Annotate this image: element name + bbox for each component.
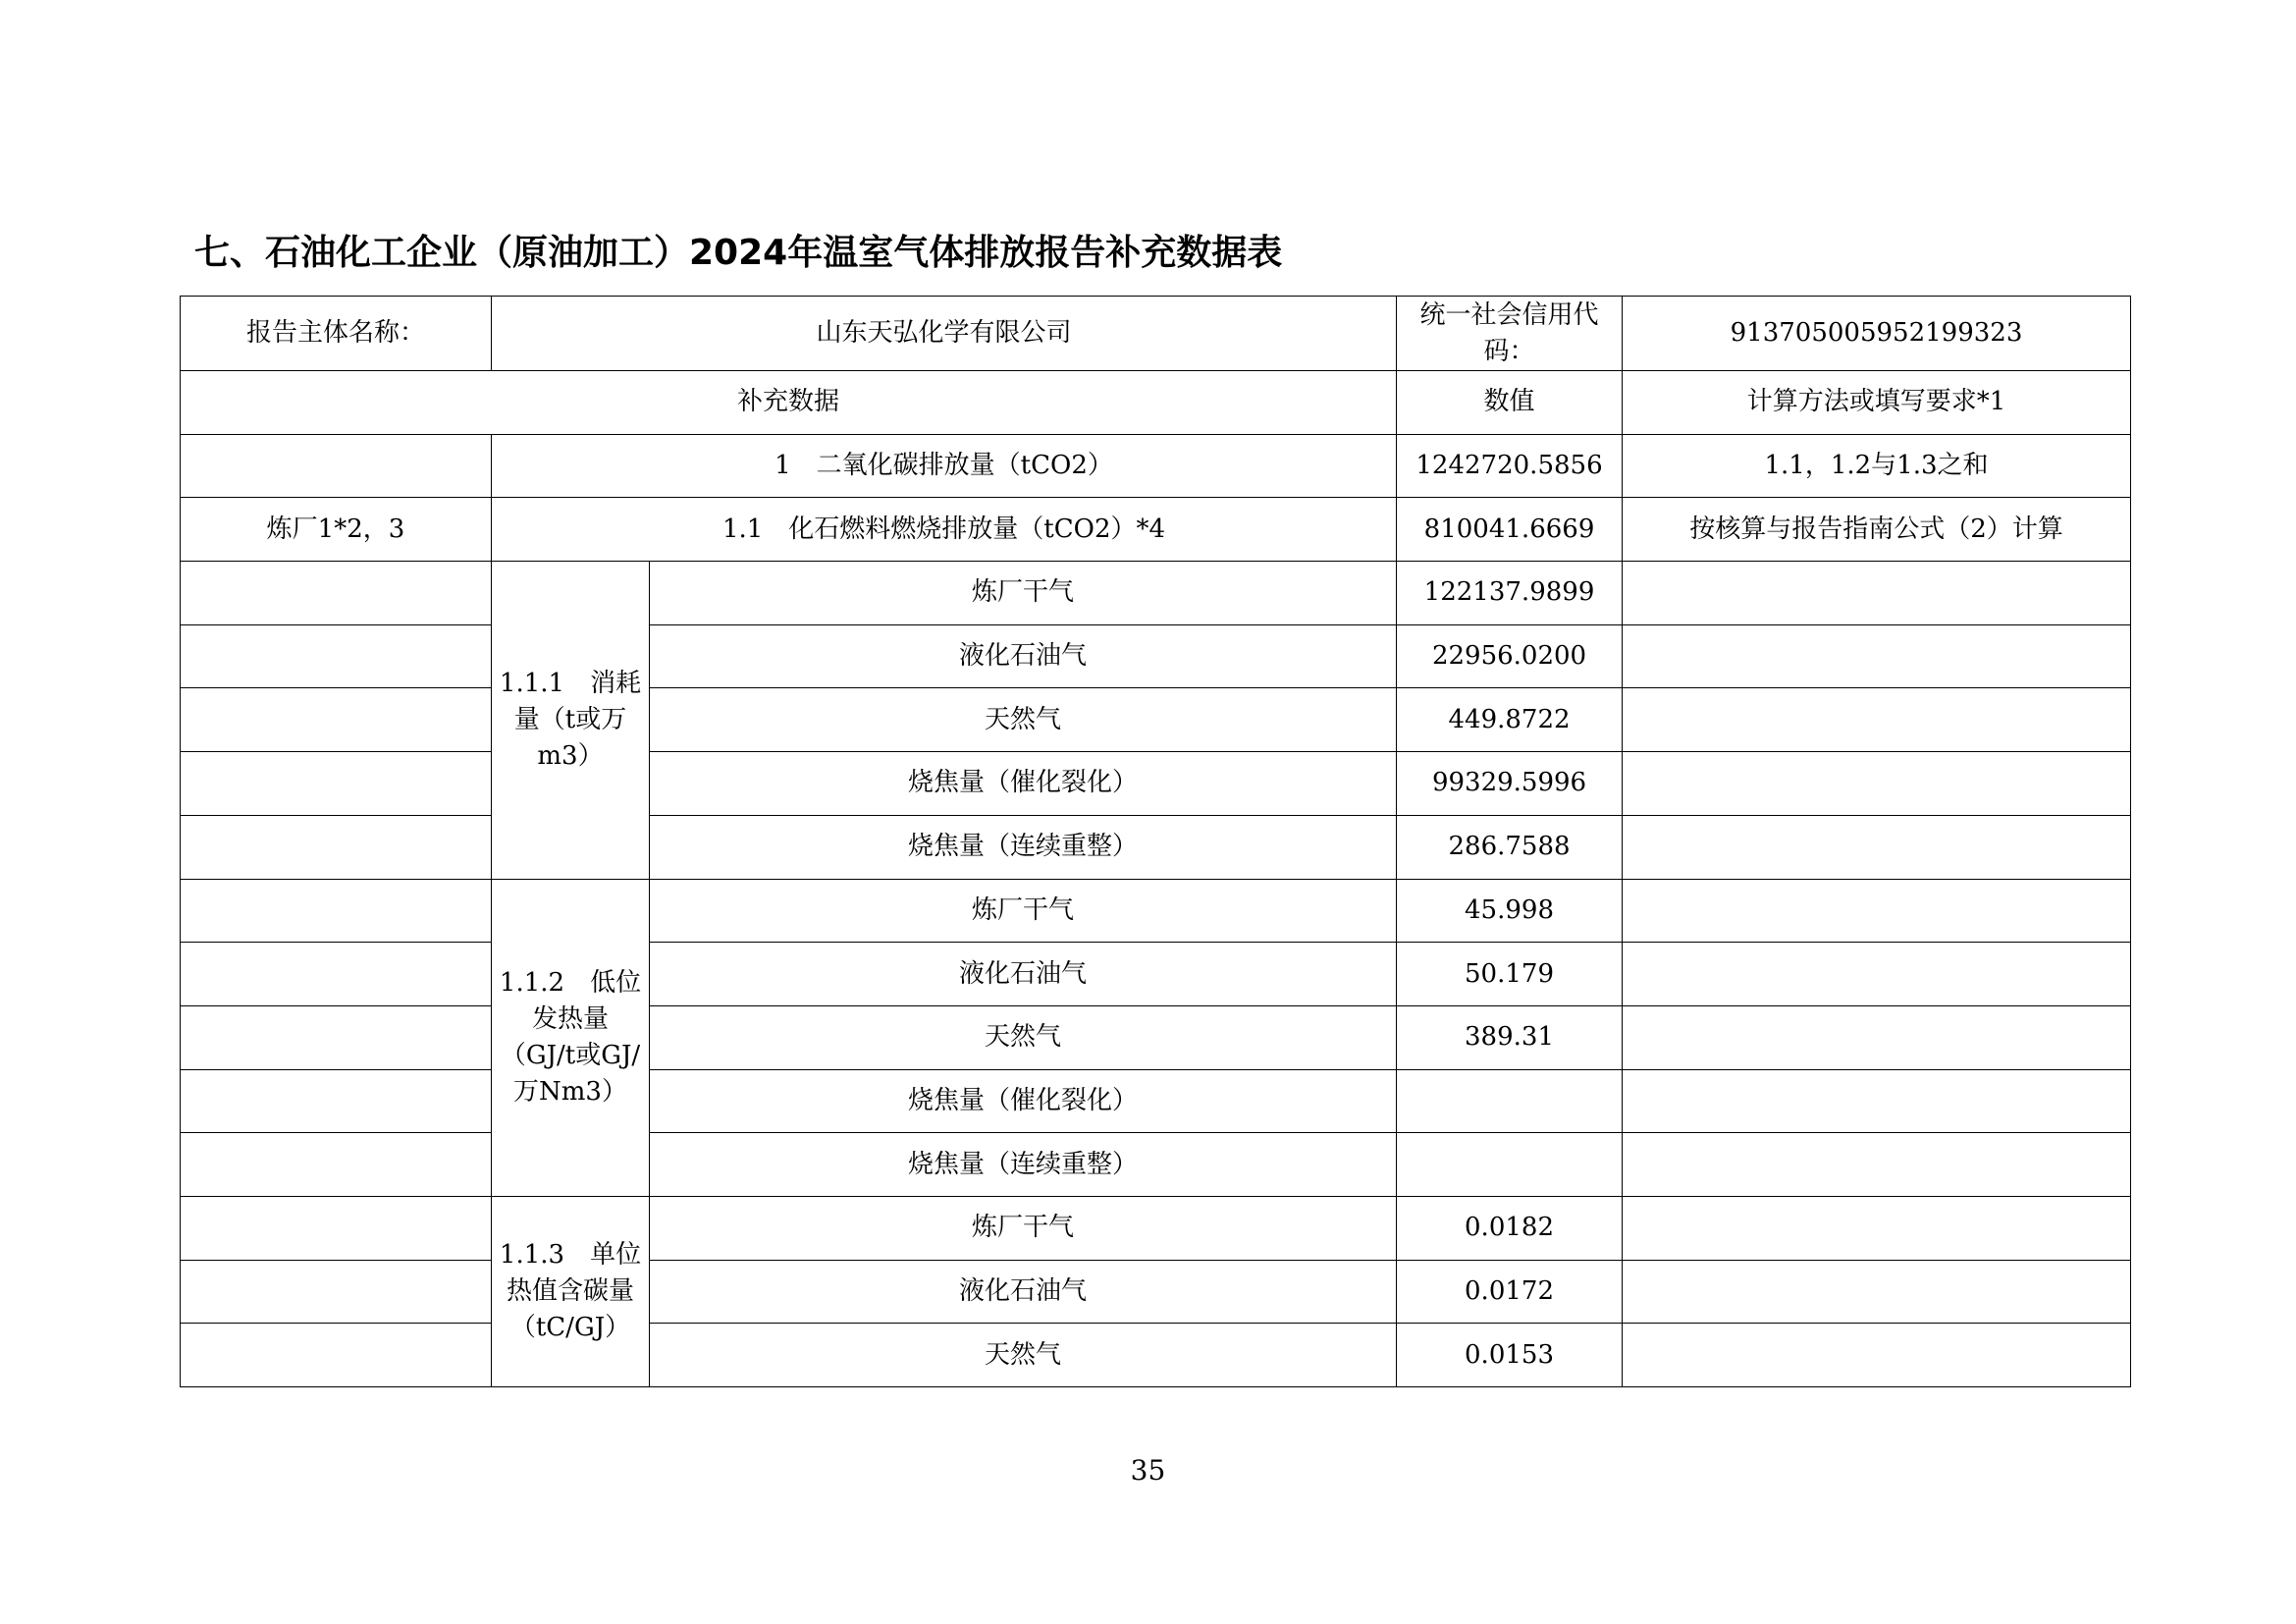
fuel-value: 22956.0200: [1397, 624, 1623, 688]
fuel-name: 烧焦量（催化裂化）: [650, 1069, 1397, 1133]
entity-value: 山东天弘化学有限公司: [492, 297, 1397, 371]
fuel-value: 122137.9899: [1397, 562, 1623, 625]
empty-cell: [181, 1196, 492, 1260]
empty-cell: [181, 943, 492, 1006]
table-row: [181, 752, 2131, 816]
fuel-name: 天然气: [650, 1324, 1397, 1387]
empty-cell: [181, 879, 492, 943]
fuel-value: 449.8722: [1397, 688, 1623, 752]
row-method: 1.1，1.2与1.3之和: [1623, 434, 2131, 498]
col-header-method: 计算方法或填写要求*1: [1623, 371, 2131, 435]
fuel-value: [1397, 1069, 1623, 1133]
fuel-method: [1623, 1260, 2131, 1324]
fuel-method: [1623, 1324, 2131, 1387]
fuel-name: 液化石油气: [650, 624, 1397, 688]
empty-cell: [181, 1005, 492, 1069]
empty-cell: [181, 562, 492, 625]
row-label: 1 二氧化碳排放量（tCO2）: [492, 434, 1397, 498]
credit-code-label: 统一社会信用代码：: [1397, 297, 1623, 371]
fuel-name: 液化石油气: [650, 943, 1397, 1006]
empty-cell: [181, 1069, 492, 1133]
col-header-value: 数值: [1397, 371, 1623, 435]
fuel-method: [1623, 1133, 2131, 1197]
fuel-value: 50.179: [1397, 943, 1623, 1006]
fuel-method: [1623, 879, 2131, 943]
entity-label: 报告主体名称：: [181, 297, 492, 371]
fuel-method: [1623, 688, 2131, 752]
empty-cell: [181, 1324, 492, 1387]
row-category: [181, 434, 492, 498]
fuel-name: 天然气: [650, 688, 1397, 752]
table-row: [181, 1005, 2131, 1069]
row-method: 按核算与报告指南公式（2）计算: [1623, 498, 2131, 562]
fuel-value: 286.7588: [1397, 815, 1623, 879]
fuel-name: 烧焦量（催化裂化）: [650, 752, 1397, 816]
fuel-name: 天然气: [650, 1005, 1397, 1069]
empty-cell: [181, 752, 492, 816]
table-row: [181, 1324, 2131, 1387]
fossil-fuel-row: [181, 498, 2131, 562]
fuel-value: [1397, 1133, 1623, 1197]
fuel-value: 0.0182: [1397, 1196, 1623, 1260]
col-header-supplement: 补充数据: [181, 371, 1397, 435]
fuel-method: [1623, 943, 2131, 1006]
fuel-method: [1623, 1005, 2131, 1069]
fuel-name: 烧焦量（连续重整）: [650, 1133, 1397, 1197]
co2-total-row: [181, 434, 2131, 498]
empty-cell: [181, 1133, 492, 1197]
table-row: [181, 815, 2131, 879]
fuel-name: 液化石油气: [650, 1260, 1397, 1324]
fuel-value: 45.998: [1397, 879, 1623, 943]
fuel-method: [1623, 1069, 2131, 1133]
row-value: 810041.6669: [1397, 498, 1623, 562]
table-row: [181, 1196, 2131, 1260]
supplementary-data-table: [180, 296, 2131, 1387]
fuel-method: [1623, 624, 2131, 688]
fuel-method: [1623, 752, 2131, 816]
fuel-name: 炼厂干气: [650, 562, 1397, 625]
fuel-value: 0.0172: [1397, 1260, 1623, 1324]
fuel-method: [1623, 1196, 2131, 1260]
group-label-carbon-content: 1.1.3 单位热值含碳量（tC/GJ）: [492, 1196, 650, 1386]
fuel-value: 389.31: [1397, 1005, 1623, 1069]
empty-cell: [181, 624, 492, 688]
fuel-name: 炼厂干气: [650, 879, 1397, 943]
table-row: [181, 688, 2131, 752]
empty-cell: [181, 688, 492, 752]
page-title: 七、石油化工企业（原油加工）2024年温室气体排放报告补充数据表: [194, 233, 1283, 273]
entity-row: [181, 297, 2131, 371]
row-category: 炼厂1*2，3: [181, 498, 492, 562]
table-row: [181, 1260, 2131, 1324]
fuel-value: 0.0153: [1397, 1324, 1623, 1387]
row-label: 1.1 化石燃料燃烧排放量（tCO2）*4: [492, 498, 1397, 562]
credit-code-value: 913705005952199323: [1623, 297, 2131, 371]
table-row: [181, 1133, 2131, 1197]
fuel-value: 99329.5996: [1397, 752, 1623, 816]
empty-cell: [181, 815, 492, 879]
fuel-name: 烧焦量（连续重整）: [650, 815, 1397, 879]
table-row: [181, 1069, 2131, 1133]
table-row: [181, 562, 2131, 625]
column-header-row: [181, 371, 2131, 435]
table-row: [181, 943, 2131, 1006]
group-label-consumption: 1.1.1 消耗量（t或万m3）: [492, 562, 650, 879]
fuel-method: [1623, 562, 2131, 625]
table-row: [181, 879, 2131, 943]
row-value: 1242720.5856: [1397, 434, 1623, 498]
fuel-method: [1623, 815, 2131, 879]
empty-cell: [181, 1260, 492, 1324]
group-label-calorific-value: 1.1.2 低位发热量（GJ/t或GJ/万Nm3）: [492, 879, 650, 1196]
fuel-name: 炼厂干气: [650, 1196, 1397, 1260]
table-row: [181, 624, 2131, 688]
page-number: 35: [1130, 1454, 1166, 1487]
